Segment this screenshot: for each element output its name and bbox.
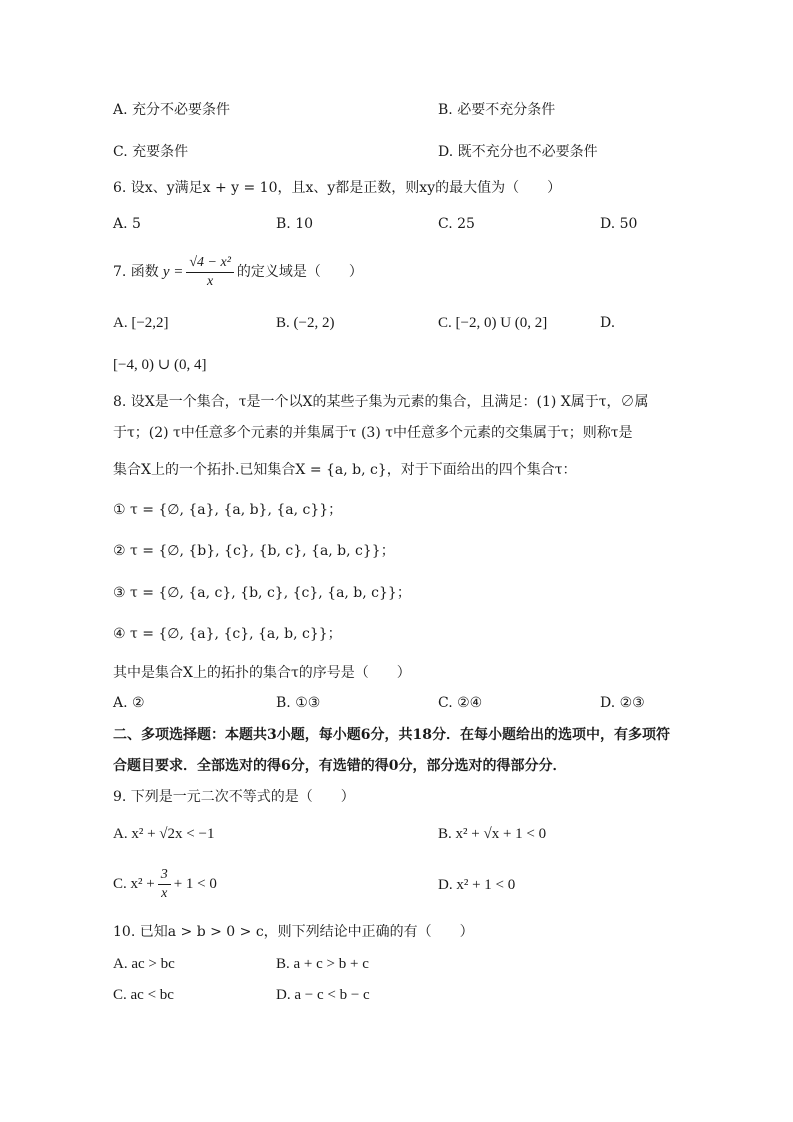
q7-stem-prefix: 7. 函数 — [113, 264, 159, 280]
q6-option-c: C. 25 — [438, 216, 475, 232]
q8-option-c: C. ②④ — [438, 695, 483, 711]
q9-option-c-suffix: + 1 < 0 — [173, 876, 217, 892]
q7-option-b: B. (−2, 2) — [276, 315, 335, 331]
q10-option-d: D. a − c < b − c — [276, 987, 370, 1003]
q8-line-1: 8. 设X是一个集合，τ是一个以X的某些子集为元素的集合，且满足：(1) X属于τ，∅属 — [113, 394, 649, 410]
q6-option-d: D. 50 — [600, 216, 638, 232]
q7-fraction-denominator: x — [207, 273, 214, 289]
q8-line-3: 集合X上的一个拓扑.已知集合X = {a, b, c}，对于下面给出的四个集合τ： — [113, 462, 577, 478]
q8-option-a: A. ② — [113, 695, 145, 711]
section-2-heading-line-2: 合题目要求．全部选对的得6分，有选错的得0分，部分选对的得部分分． — [113, 758, 567, 774]
q9-option-c — [113, 864, 217, 904]
q10-option-b: B. a + c > b + c — [276, 956, 369, 972]
q7-fraction-numerator: √4 − x² — [186, 254, 234, 273]
q7-option-a: A. [−2,2] — [113, 315, 169, 331]
q7-stem-suffix: 的定义域是（ ） — [236, 264, 363, 280]
q6-option-b: B. 10 — [276, 216, 314, 232]
q7-fraction — [186, 254, 234, 291]
q6-option-a: A. 5 — [113, 216, 141, 232]
q5-option-c: C. 充要条件 — [113, 144, 189, 160]
q5-option-a: A. 充分不必要条件 — [113, 102, 231, 118]
q7-option-d: D. — [600, 315, 616, 331]
q6-stem: 6. 设x、y满足x + y = 10，且x、y都是正数，则xy的最大值为（ ） — [113, 180, 562, 196]
q10-stem: 10. 已知a > b > 0 > c，则下列结论中正确的有（ ） — [113, 924, 474, 940]
q9-option-d: D. x² + 1 < 0 — [438, 877, 516, 893]
q10-option-a: A. ac > bc — [113, 956, 175, 972]
q8-option-b: B. ①③ — [276, 695, 321, 711]
q9-stem: 9. 下列是一元二次不等式的是（ ） — [113, 789, 355, 805]
q9-option-c-denominator: x — [161, 885, 168, 901]
q8-item-1: ① τ = {∅, {a}, {a, b}, {a, c}}； — [113, 502, 343, 518]
q9-option-c-fraction — [158, 866, 171, 903]
section-2-heading-line-1: 二、多项选择题：本题共3小题，每小题6分，共18分．在每小题给出的选项中，有多项符 — [113, 727, 670, 743]
q5-option-d: D. 既不充分也不必要条件 — [438, 144, 598, 160]
q9-option-b: B. x² + √x + 1 < 0 — [438, 826, 547, 842]
q7-option-c: C. [−2, 0) U (0, 2] — [438, 315, 548, 331]
q9-option-c-prefix: C. x² + — [113, 876, 155, 892]
q7-y-eq: y = — [162, 264, 184, 280]
q8-item-4: ④ τ = {∅, {a}, {c}, {a, b, c}}； — [113, 626, 342, 642]
q8-line-2: 于τ；(2) τ中任意多个元素的并集属于τ (3) τ中任意多个元素的交集属于τ；则称τ是 — [113, 425, 633, 441]
q8-item-3: ③ τ = {∅, {a, c}, {b, c}, {c}, {a, b, c}}； — [113, 585, 411, 601]
q10-option-c: C. ac < bc — [113, 987, 174, 1003]
q7-stem — [113, 252, 363, 292]
q5-option-b: B. 必要不充分条件 — [438, 102, 556, 118]
q9-option-c-numerator: 3 — [158, 866, 171, 885]
q8-item-2: ② τ = {∅, {b}, {c}, {b, c}, {a, b, c}}； — [113, 543, 395, 559]
q8-question: 其中是集合X上的拓扑的集合τ的序号是（ ） — [113, 665, 411, 681]
q8-option-d: D. ②③ — [600, 695, 645, 711]
q7-option-d-value: [−4, 0) ∪ (0, 4] — [113, 357, 207, 373]
q9-option-a: A. x² + √2x < −1 — [113, 826, 215, 842]
